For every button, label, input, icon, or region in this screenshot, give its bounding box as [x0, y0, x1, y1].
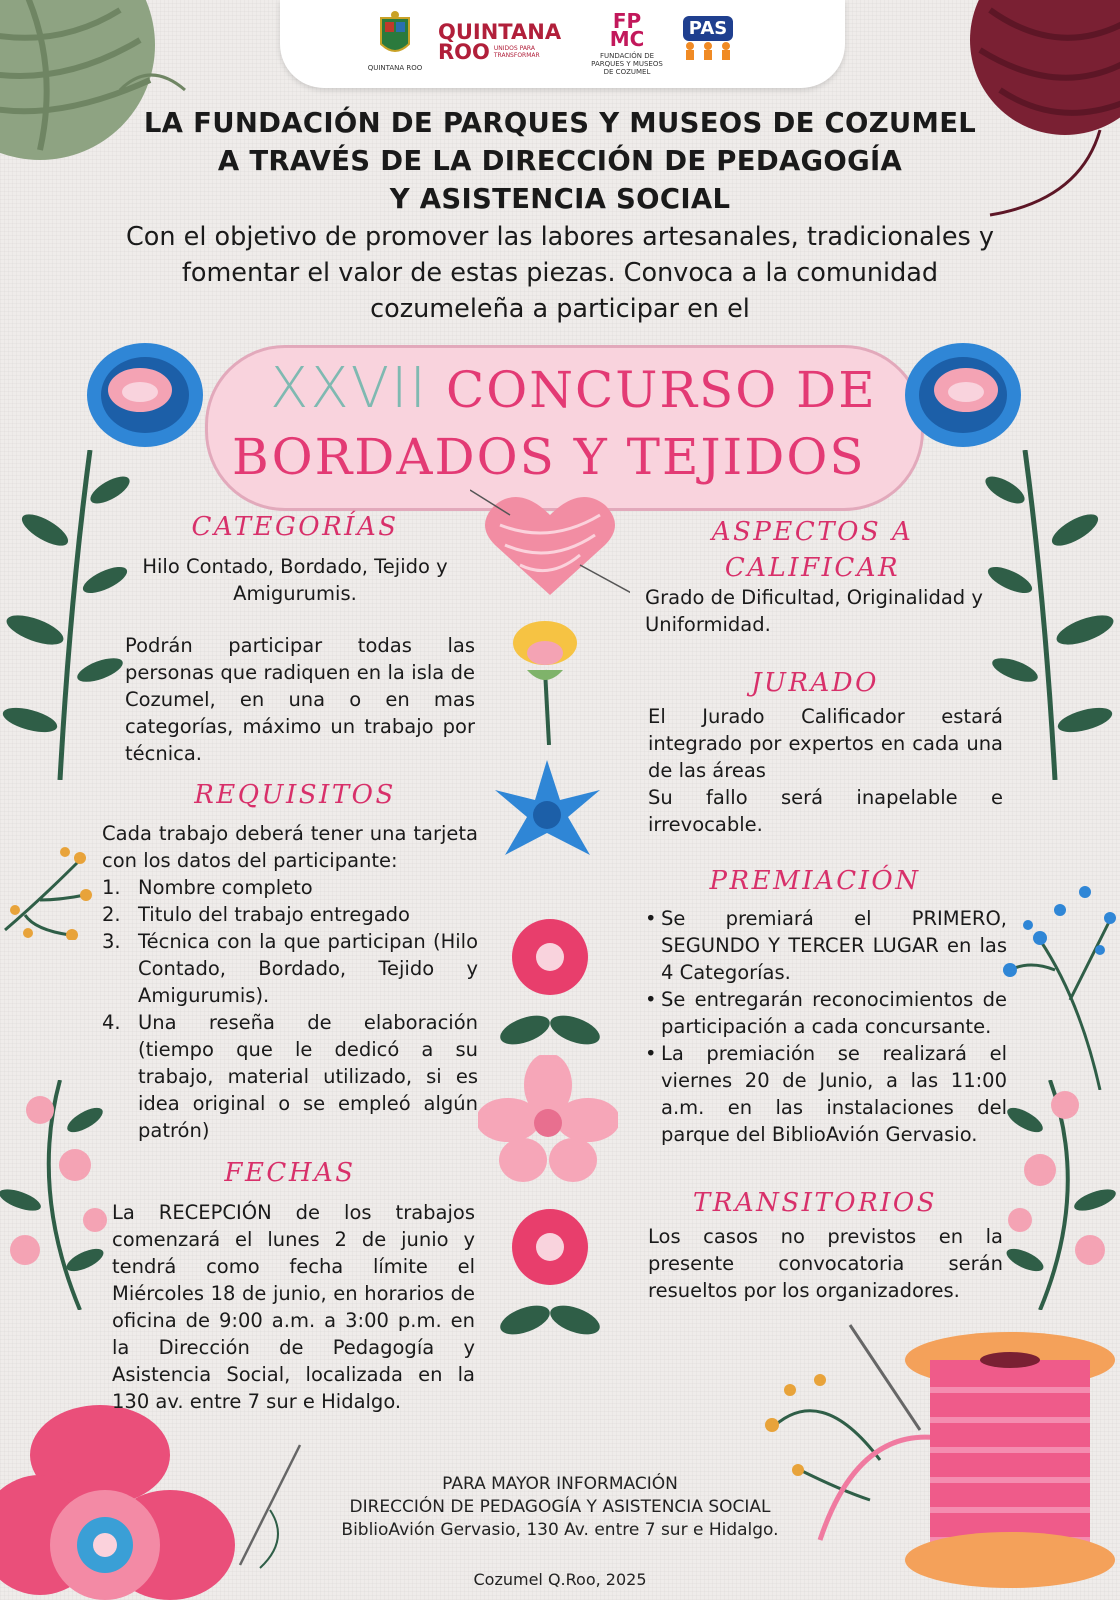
requisitos-item-number: 3. [102, 930, 121, 953]
fechas-heading: FECHAS [224, 1158, 356, 1188]
pink-blossom-vine-right-icon [1000, 1080, 1120, 1310]
premiacion-item: • Se entregarán reconocimientos de participación a cada concursante. [645, 988, 1007, 1038]
aspectos-heading-line-1: ASPECTOS A [711, 517, 914, 547]
fechas-text: La RECEPCIÓN de los trabajos comenzará el lunes 2 de junio y tendrá como fecha límite el Miércoles 18 de junio, en horarios de oficina de 9:00 a.m. a 3:00 p.m. en la Dirección de Pedagogía y Asistencia Social, localizada en la 130 av. entre 7 sur e Hidalgo. [112, 1201, 475, 1413]
yellow-sprig-icon [0, 840, 95, 940]
quintana-word: QUINTANA [438, 20, 562, 44]
people-figures-icon [682, 41, 734, 61]
requisitos-item-number: 1. [102, 876, 121, 899]
jurado-heading: JURADO [751, 668, 879, 698]
requisitos-item-number: 2. [102, 903, 121, 926]
premiacion-list [645, 905, 1007, 1148]
right-vine-icon [985, 450, 1120, 780]
blue-flower-left-icon [80, 330, 210, 460]
state-seal-label: QUINTANA ROO [367, 64, 423, 72]
footer-place-year: Cozumel Q.Roo, 2025 [473, 1570, 647, 1589]
thread-spool-icon [760, 1320, 1120, 1600]
transitorios-text: Los casos no previstos en la presente convocatoria serán resueltos por los organizadores. [648, 1225, 1003, 1302]
heart-yarn-icon [470, 485, 630, 605]
premiacion-item: • La premiación se realizará el viernes 20 de Junio, a las 11:00 a.m. en las instalaciones del parque del BiblioAvión Gervasio. [645, 1042, 1007, 1146]
title-concurso: CONCURSO DE [445, 361, 877, 419]
pink-flower-2-icon [500, 1205, 600, 1345]
jurado-text-2: Su fallo será inapelable e irrevocable. [648, 786, 1003, 836]
requisitos-block [102, 820, 478, 1144]
blue-star-flower-icon [490, 755, 605, 870]
quintana-roo-logo [438, 22, 578, 62]
roo-word: ROO [438, 40, 490, 64]
pink-blossom-vine-left-icon [0, 1080, 110, 1310]
requisitos-item [102, 1009, 478, 1144]
categorias-heading: CATEGORÍAS [191, 512, 399, 542]
premiacion-heading: PREMIACIÓN [709, 866, 921, 896]
fpmc-mark: FP MC [609, 9, 645, 51]
categorias-list: Hilo Contado, Bordado, Tejido y Amigurumis. [142, 555, 448, 605]
requisitos-item-text: Una reseña de elaboración (tiempo que le dedicó a su trabajo, material utilizado, si es idea original o se empleó algún patrón) [138, 1011, 478, 1142]
intro-line-3: cozumeleña a participar en el [370, 294, 750, 324]
fpmc-name: FUNDACIÓN DE PARQUES Y MUSEOS DE COZUMEL [591, 52, 663, 76]
intro-line-1: Con el objetivo de promover las labores artesanales, tradicionales y [126, 222, 994, 252]
quintana-roo-state-seal [365, 10, 425, 72]
premiacion-item-text: La premiación se realizará el viernes 20 de Junio, a las 11:00 a.m. en las instalaciones del parque del BiblioAvión Gervasio. [661, 1042, 1007, 1146]
premiacion-item: • Se premiará el PRIMERO, SEGUNDO Y TERCER LUGAR en las 4 Categorías. [645, 907, 1007, 984]
requisitos-item-text: Nombre completo [138, 876, 313, 899]
requisitos-item [102, 874, 478, 901]
state-seal-icon [377, 10, 413, 60]
footer-line-3: BiblioAvión Gervasio, 130 Av. entre 7 sur e Hidalgo. [341, 1520, 779, 1540]
yellow-flower-icon [505, 615, 585, 745]
aspectos-heading-line-2: CALIFICAR [724, 553, 901, 583]
pink-lily-icon [478, 1055, 618, 1185]
header-line-2: A TRAVÉS DE LA DIRECCIÓN DE PEDAGOGÍA [217, 145, 903, 177]
premiacion-item-text: Se entregarán reconocimientos de participación a cada concursante. [661, 988, 1007, 1038]
footer-line-1: PARA MAYOR INFORMACIÓN [442, 1474, 678, 1494]
left-vine-icon [0, 450, 130, 780]
blue-flower-right-icon [898, 330, 1028, 460]
premiacion-item-text: Se premiará el PRIMERO, SEGUNDO Y TERCER LUGAR en las 4 Categorías. [661, 907, 1007, 984]
aspectos-heading [650, 514, 975, 586]
requisitos-item-number: 4. [102, 1011, 121, 1034]
qroo-tagline: UNIDOS PARA TRANSFORMAR [493, 45, 540, 59]
pas-logo [678, 18, 738, 61]
requisitos-item-text: Titulo del trabajo entregado [138, 903, 410, 926]
blue-sprig-icon [1000, 880, 1120, 1090]
pas-mark: PAS [683, 16, 733, 41]
transitorios-heading: TRANSITORIOS [692, 1188, 938, 1218]
aspectos-text: Grado de Dificultad, Originalidad y Uniformidad. [645, 586, 983, 636]
requisitos-item [102, 901, 478, 928]
footer-line-2: DIRECCIÓN DE PEDAGOGÍA Y ASISTENCIA SOCIAL [349, 1497, 771, 1517]
logo-bar [280, 0, 845, 88]
requisitos-item [102, 928, 478, 1009]
header-line-1: LA FUNDACIÓN DE PARQUES Y MUSEOS DE COZUMEL [143, 107, 977, 139]
title-line-1 [270, 356, 910, 421]
requisitos-intro: Cada trabajo deberá tener una tarjeta con los datos del participante: [102, 822, 478, 872]
jurado-text-1: El Jurado Calificador estará integrado por expertos en cada una de las áreas [648, 705, 1003, 782]
title-line-2: BORDADOS Y TEJIDOS [232, 428, 866, 486]
categorias-participation: Podrán participar todas las personas que radiquen en la isla de Cozumel, en una o en mas categorías, máximo un trabajo por técnica. [125, 634, 475, 765]
edition-number: XXVII [270, 356, 429, 421]
pink-flower-1-icon [500, 915, 600, 1055]
requisitos-heading: REQUISITOS [194, 780, 396, 810]
intro-line-2: fomentar el valor de estas piezas. Convoca a la comunidad [181, 258, 939, 288]
fpmc-logo [587, 9, 667, 76]
requisitos-item-text: Técnica con la que participan (Hilo Contado, Bordado, Tejido y Amigurumis). [138, 930, 478, 1007]
header-line-3: Y ASISTENCIA SOCIAL [389, 183, 731, 215]
